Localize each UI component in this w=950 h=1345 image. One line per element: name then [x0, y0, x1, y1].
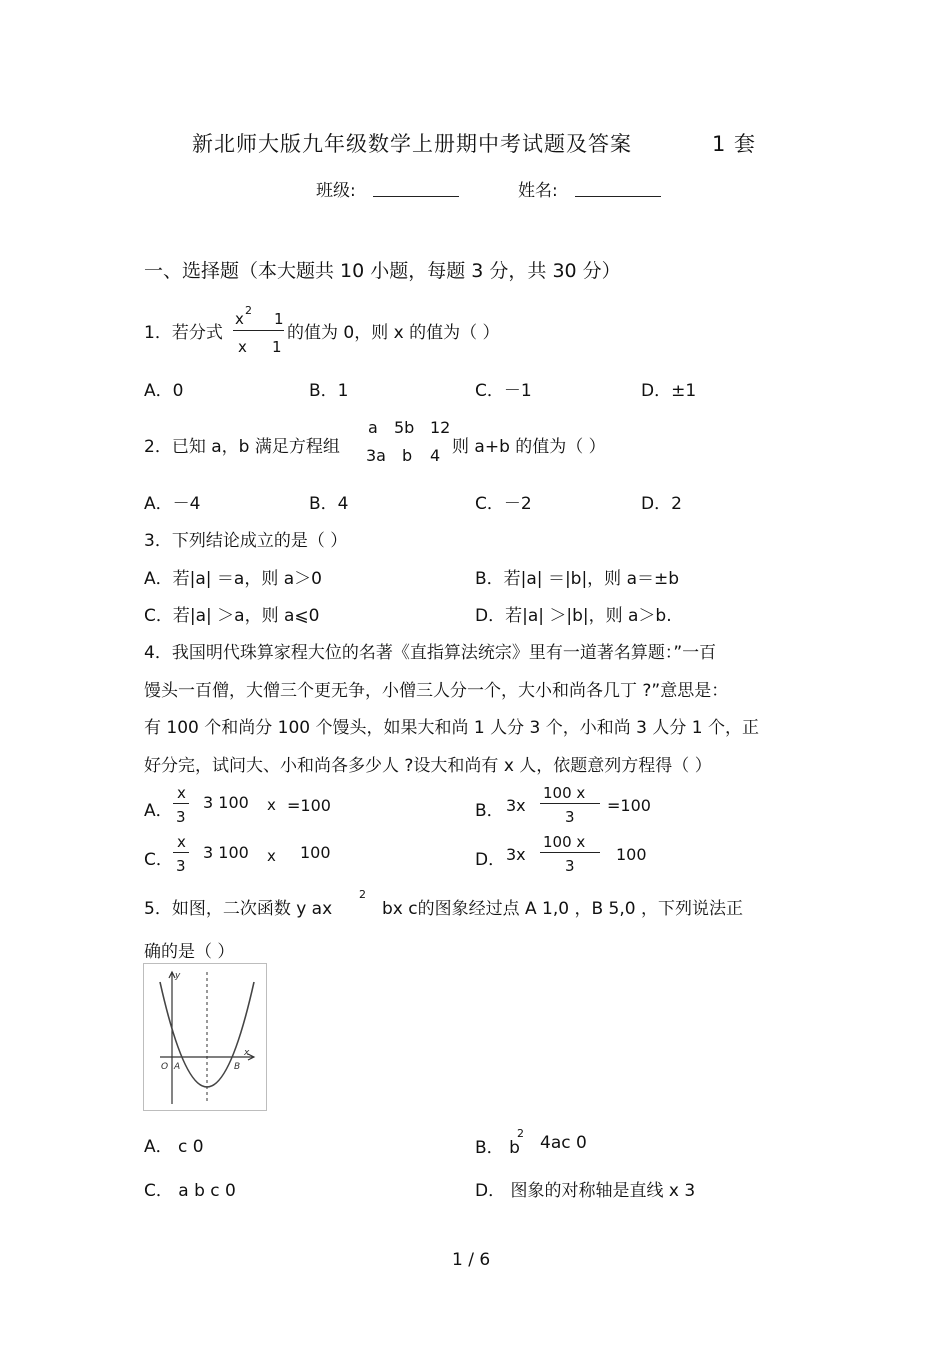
q2-option-b: B．4 — [309, 494, 349, 514]
q5-figure — [143, 963, 267, 1111]
q4-option-a-rest: 3 100 — [203, 793, 249, 812]
q2-sys-r2-a: 3a — [366, 446, 386, 465]
q1-stem-post: 的值为 0，则 x 的值为（ ） — [287, 323, 500, 343]
q4-option-b-pre: 3x — [506, 796, 526, 815]
q4-option-a-num: x — [177, 784, 186, 802]
q3-option-d: D．若|a| ＞|b|，则 a＞b. — [475, 606, 672, 626]
q4-option-b-bar — [540, 803, 600, 804]
q4-line-1: 4．我国明代珠算家程大位的名著《直指算法统宗》里有一道著名算题：”一百 — [144, 643, 717, 663]
q3-option-a: A．若|a| ＝a，则 a＞0 — [144, 569, 322, 589]
name-label: 姓名: — [518, 181, 558, 201]
q4-option-c-eq: 100 — [300, 843, 331, 862]
q5-stem-line2: 确的是（ ） — [144, 942, 235, 962]
parabola-graph — [144, 964, 266, 1110]
q1-option-b: B．1 — [309, 381, 349, 401]
q4-option-a-label: A． — [144, 801, 173, 821]
q1-option-a: A．0 — [144, 381, 184, 401]
q1-num-x: x — [235, 310, 244, 328]
fig-label-a: A — [174, 1062, 181, 1072]
q5-stem-exp: 2 — [359, 888, 366, 901]
page-number: 1 / 6 — [452, 1250, 491, 1270]
q1-den-const: 1 — [272, 338, 282, 356]
q3-option-c: C．若|a| ＞a，则 a⩽0 — [144, 606, 320, 626]
q4-option-a-eq: =100 — [287, 796, 331, 815]
fig-label-origin: O — [161, 1062, 169, 1072]
q1-fraction-bar — [233, 330, 284, 331]
q1-option-d: D．±1 — [641, 381, 697, 401]
q3-option-b: B．若|a| ＝|b|，则 a＝±b — [475, 569, 680, 589]
q4-option-d-bar — [540, 852, 600, 853]
q3-stem: 3．下列结论成立的是（ ） — [144, 531, 348, 551]
class-label: 班级: — [316, 181, 356, 201]
q4-line-3: 有 100 个和尚分 100 个馒头，如果大和尚 1 人分 3 个，小和尚 3 人分 1 个，正 — [144, 718, 760, 738]
q4-option-d-pre: 3x — [506, 845, 526, 864]
q5-stem-b: bx c的图象经过点 A 1,0 ，B 5,0 ，下列说法正 — [382, 899, 743, 919]
q5-stem-a: 5．如图，二次函数 y ax — [144, 899, 333, 919]
q4-option-c-num: x — [177, 833, 186, 851]
q4-option-a-den: 3 — [176, 808, 186, 826]
name-blank — [575, 195, 661, 197]
page-title: 新北师大版九年级数学上册期中考试题及答案 — [192, 132, 632, 156]
q2-sys-r2-c: 4 — [430, 446, 441, 465]
q4-option-b-eq: =100 — [607, 796, 651, 815]
q2-sys-r1-b: 5b — [394, 418, 415, 437]
q2-stem-post: 则 a+b 的值为（ ） — [452, 437, 606, 457]
q4-option-d-den: 3 — [565, 857, 575, 875]
q4-option-c-den: 3 — [176, 857, 186, 875]
q2-sys-r1-a: a — [368, 418, 378, 437]
q5-option-b-pre: B． b — [475, 1138, 520, 1158]
q1-num-const: 1 — [274, 310, 284, 328]
class-blank — [373, 195, 459, 197]
q1-den-x: x — [238, 338, 247, 356]
q2-option-c: C．－2 — [475, 494, 532, 514]
q2-sys-r1-c: 12 — [430, 418, 451, 437]
q4-option-c-label: C． — [144, 850, 173, 870]
q4-option-d-eq: 100 — [616, 845, 647, 864]
q2-option-d: D．2 — [641, 494, 682, 514]
fig-label-x: x — [244, 1048, 250, 1058]
q4-option-c-bar — [173, 852, 189, 853]
q4-option-b-den: 3 — [565, 808, 575, 826]
q4-line-2: 馒头一百僧，大僧三个更无争，小僧三人分一个，大小和尚各几丁 ?”意思是： — [144, 681, 729, 701]
title-suffix: 1 套 — [712, 132, 757, 156]
q2-stem-pre: 2．已知 a，b 满足方程组 — [144, 437, 340, 457]
q5-option-a: A． c 0 — [144, 1137, 204, 1157]
q5-option-d: D． 图象的对称轴是直线 x 3 — [475, 1181, 696, 1201]
q1-option-c: C．－1 — [475, 381, 532, 401]
section-heading: 一、选择题（本大题共 10 小题，每题 3 分，共 30 分） — [144, 260, 621, 282]
q4-option-b-label: B． — [475, 801, 504, 821]
q4-option-c-rest: 3 100 — [203, 843, 249, 862]
q2-option-a: A．－4 — [144, 494, 201, 514]
q2-sys-r2-b: b — [402, 446, 413, 465]
q1-num-exp: 2 — [245, 304, 252, 317]
q4-option-a-x: x — [267, 796, 276, 814]
fig-label-y: y — [175, 971, 181, 981]
fig-label-b: B — [234, 1062, 241, 1072]
q4-option-c-x: x — [267, 847, 276, 865]
q1-stem-pre: 1．若分式 — [144, 323, 223, 343]
q4-option-d-label: D． — [475, 850, 506, 870]
q5-option-b-post: 4ac 0 — [540, 1133, 587, 1153]
q5-option-c: C． a b c 0 — [144, 1181, 236, 1201]
q4-line-4: 好分完，试问大、小和尚各多少人 ?设大和尚有 x 人，依题意列方程得（ ） — [144, 756, 712, 776]
q4-option-d-num: 100 x — [543, 833, 586, 851]
q4-option-a-bar — [173, 803, 189, 804]
q5-option-b-exp: 2 — [517, 1127, 524, 1140]
q4-option-b-num: 100 x — [543, 784, 586, 802]
